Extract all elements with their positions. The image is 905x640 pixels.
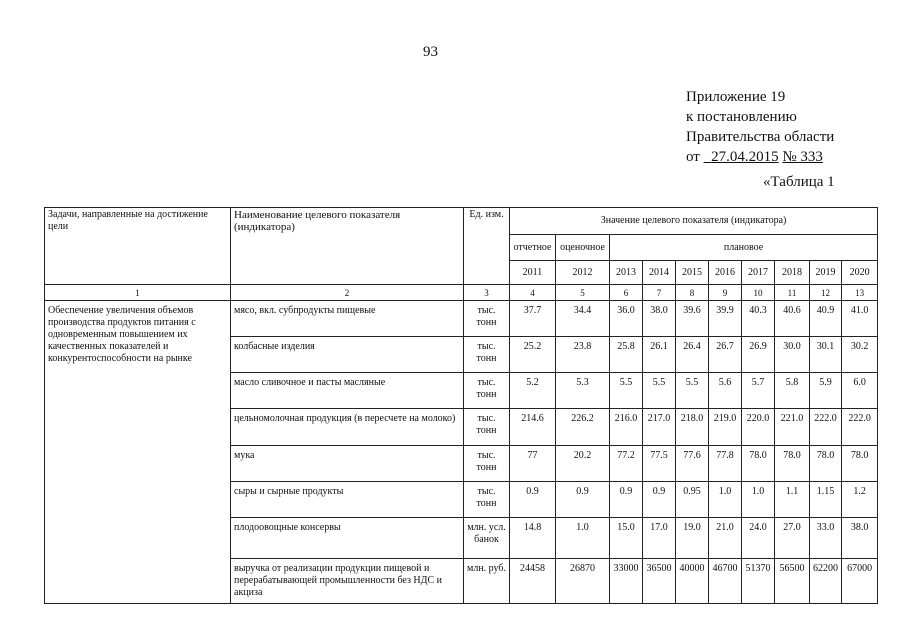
value-cell: 20.2 <box>556 446 610 482</box>
value-cell: 5.5 <box>610 373 643 409</box>
value-cell: 67000 <box>842 559 878 604</box>
indicator-table <box>44 207 878 604</box>
indicator-cell: цельномолочная продукция (в пересчете на молоко) <box>231 409 464 446</box>
unit-cell: тыс. тонн <box>464 337 510 373</box>
value-cell: 1.0 <box>709 482 742 518</box>
value-cell: 41.0 <box>842 301 878 337</box>
task-cell: Обеспечение увеличения объемов производства продуктов питания с одновременным повышением их качественных показателей и конкурентоспособности на рынке <box>45 301 231 604</box>
year-header: 2013 <box>610 261 643 285</box>
indicator-header: Наименование целевого показателя (индикатора) <box>231 208 464 285</box>
value-cell: 5.5 <box>643 373 676 409</box>
planned-header: плановое <box>610 235 878 261</box>
column-number: 10 <box>742 285 775 301</box>
value-cell: 33000 <box>610 559 643 604</box>
value-cell: 6.0 <box>842 373 878 409</box>
indicator-cell: колбасные изделия <box>231 337 464 373</box>
value-cell: 77.2 <box>610 446 643 482</box>
unit-cell: млн. руб. <box>464 559 510 604</box>
value-cell: 220.0 <box>742 409 775 446</box>
value-cell: 222.0 <box>810 409 842 446</box>
value-cell: 0.9 <box>643 482 676 518</box>
value-cell: 26.4 <box>676 337 709 373</box>
column-number: 5 <box>556 285 610 301</box>
page-number: 93 <box>423 44 438 60</box>
column-number: 4 <box>510 285 556 301</box>
value-cell: 217.0 <box>643 409 676 446</box>
value-cell: 38.0 <box>643 301 676 337</box>
value-cell: 30.1 <box>810 337 842 373</box>
value-cell: 56500 <box>775 559 810 604</box>
value-cell: 5.2 <box>510 373 556 409</box>
resolution-date: 27.04.2015 <box>711 149 779 165</box>
value-cell: 26870 <box>556 559 610 604</box>
value-cell: 77.5 <box>643 446 676 482</box>
value-cell: 36500 <box>643 559 676 604</box>
value-cell: 218.0 <box>676 409 709 446</box>
table-row <box>45 301 878 337</box>
value-cell: 33.0 <box>810 518 842 559</box>
value-cell: 5.3 <box>556 373 610 409</box>
value-cell: 62200 <box>810 559 842 604</box>
value-cell: 25.2 <box>510 337 556 373</box>
value-cell: 40.3 <box>742 301 775 337</box>
value-cell: 26.7 <box>709 337 742 373</box>
date-prefix: от <box>686 149 700 165</box>
column-number: 9 <box>709 285 742 301</box>
unit-cell: тыс. тонн <box>464 409 510 446</box>
unit-header: Ед. изм. <box>464 208 510 285</box>
value-cell: 40.6 <box>775 301 810 337</box>
value-cell: 15.0 <box>610 518 643 559</box>
value-cell: 39.9 <box>709 301 742 337</box>
value-cell: 78.0 <box>810 446 842 482</box>
value-cell: 1.1 <box>775 482 810 518</box>
unit-cell: тыс. тонн <box>464 301 510 337</box>
value-cell: 1.0 <box>556 518 610 559</box>
value-cell: 78.0 <box>842 446 878 482</box>
value-cell: 14.8 <box>510 518 556 559</box>
column-number: 2 <box>231 285 464 301</box>
appendix-title: Приложение 19 <box>686 89 786 105</box>
resolution-number: № 333 <box>782 149 823 165</box>
unit-cell: тыс. тонн <box>464 446 510 482</box>
value-cell: 0.9 <box>556 482 610 518</box>
value-cell: 78.0 <box>742 446 775 482</box>
year-header: 2011 <box>510 261 556 285</box>
value-cell: 5.5 <box>676 373 709 409</box>
unit-cell: млн. усл. банок <box>464 518 510 559</box>
value-cell: 5.7 <box>742 373 775 409</box>
value-cell: 26.9 <box>742 337 775 373</box>
column-number: 13 <box>842 285 878 301</box>
reported-header: отчетное <box>510 235 556 261</box>
value-cell: 24.0 <box>742 518 775 559</box>
header-row-1 <box>45 208 878 235</box>
value-cell: 0.95 <box>676 482 709 518</box>
value-cell: 1.2 <box>842 482 878 518</box>
column-number: 8 <box>676 285 709 301</box>
year-header: 2015 <box>676 261 709 285</box>
value-cell: 27.0 <box>775 518 810 559</box>
value-cell: 40000 <box>676 559 709 604</box>
column-number: 1 <box>45 285 231 301</box>
indicator-cell: масло сливочное и пасты масляные <box>231 373 464 409</box>
year-header: 2019 <box>810 261 842 285</box>
column-number: 12 <box>810 285 842 301</box>
column-number: 11 <box>775 285 810 301</box>
column-number: 6 <box>610 285 643 301</box>
appendix-block <box>686 87 834 167</box>
year-header: 2014 <box>643 261 676 285</box>
value-cell: 21.0 <box>709 518 742 559</box>
value-cell: 19.0 <box>676 518 709 559</box>
value-cell: 39.6 <box>676 301 709 337</box>
value-cell: 222.0 <box>842 409 878 446</box>
indicator-cell: плодоовощные консервы <box>231 518 464 559</box>
value-cell: 36.0 <box>610 301 643 337</box>
value-cell: 0.9 <box>610 482 643 518</box>
value-cell: 5.9 <box>810 373 842 409</box>
appendix-date-line <box>686 147 834 167</box>
value-group-header: Значение целевого показателя (индикатора) <box>510 208 878 235</box>
unit-cell: тыс. тонн <box>464 482 510 518</box>
value-cell: 77.6 <box>676 446 709 482</box>
value-cell: 219.0 <box>709 409 742 446</box>
value-cell: 77.8 <box>709 446 742 482</box>
column-number: 7 <box>643 285 676 301</box>
unit-cell: тыс. тонн <box>464 373 510 409</box>
estimated-header: оценочное <box>556 235 610 261</box>
value-cell: 40.9 <box>810 301 842 337</box>
value-cell: 1.15 <box>810 482 842 518</box>
value-cell: 34.4 <box>556 301 610 337</box>
value-cell: 221.0 <box>775 409 810 446</box>
appendix-line-2: к постановлению <box>686 109 797 125</box>
task-header: Задачи, направленные на достижение цели <box>45 208 231 285</box>
value-cell: 24458 <box>510 559 556 604</box>
value-cell: 5.6 <box>709 373 742 409</box>
table-title: «Таблица 1 <box>763 174 835 190</box>
indicator-cell: сыры и сырные продукты <box>231 482 464 518</box>
value-cell: 0.9 <box>510 482 556 518</box>
value-cell: 78.0 <box>775 446 810 482</box>
year-header: 2012 <box>556 261 610 285</box>
value-cell: 26.1 <box>643 337 676 373</box>
value-cell: 77 <box>510 446 556 482</box>
value-cell: 38.0 <box>842 518 878 559</box>
value-cell: 51370 <box>742 559 775 604</box>
appendix-line-3: Правительства области <box>686 129 835 145</box>
year-header: 2017 <box>742 261 775 285</box>
column-number-row <box>45 285 878 301</box>
indicator-cell: выручка от реализации продукции пищевой и перерабатывающей промышленности без НДС и акциза <box>231 559 464 604</box>
value-cell: 226.2 <box>556 409 610 446</box>
indicator-cell: мясо, вкл. субпродукты пищевые <box>231 301 464 337</box>
value-cell: 46700 <box>709 559 742 604</box>
year-header: 2020 <box>842 261 878 285</box>
value-cell: 25.8 <box>610 337 643 373</box>
value-cell: 37.7 <box>510 301 556 337</box>
year-header: 2016 <box>709 261 742 285</box>
indicator-cell: мука <box>231 446 464 482</box>
value-cell: 30.2 <box>842 337 878 373</box>
value-cell: 216.0 <box>610 409 643 446</box>
value-cell: 5.8 <box>775 373 810 409</box>
column-number: 3 <box>464 285 510 301</box>
year-header: 2018 <box>775 261 810 285</box>
value-cell: 23.8 <box>556 337 610 373</box>
value-cell: 214.6 <box>510 409 556 446</box>
value-cell: 17.0 <box>643 518 676 559</box>
value-cell: 30.0 <box>775 337 810 373</box>
value-cell: 1.0 <box>742 482 775 518</box>
